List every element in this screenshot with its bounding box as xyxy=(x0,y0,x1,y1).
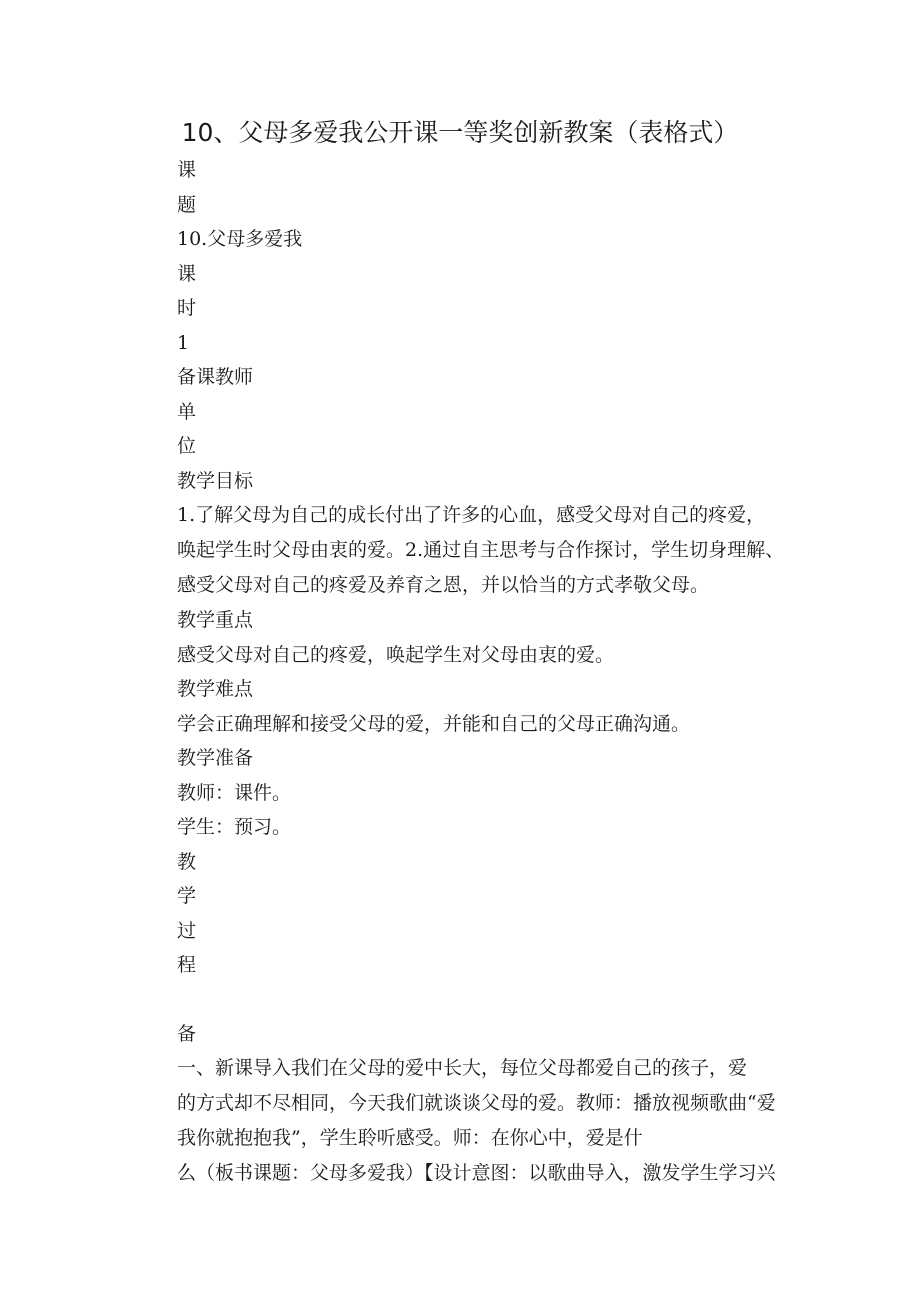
label-shi: 时 xyxy=(177,297,197,319)
label-cheng: 程 xyxy=(177,954,197,976)
preparation-teacher: 教师：课件。 xyxy=(177,781,292,804)
label-wei: 位 xyxy=(177,435,197,457)
label-guo: 过 xyxy=(177,919,197,942)
heading-preparation: 教学准备 xyxy=(177,747,254,769)
intro-line: 我你就抱抱我”，学生聆听感受。师：在你心中，爱是什 xyxy=(177,1127,643,1149)
lesson-title: 10.父母多爱我 xyxy=(177,228,303,250)
label-bei: 备 xyxy=(177,1022,197,1045)
label-ke: 课 xyxy=(177,159,197,181)
difficulties-text: 学会正确理解和接受父母的爱，并能和自己的父母正确沟通。 xyxy=(177,712,691,735)
label-jiao: 教 xyxy=(177,850,197,873)
heading-difficulties: 教学难点 xyxy=(177,678,254,700)
heading-key-points: 教学重点 xyxy=(177,609,254,631)
key-points-text: 感受父母对自己的疼爱，唤起学生对父母由衷的爱。 xyxy=(177,643,615,666)
intro-paragraph xyxy=(0,1051,786,1191)
label-ke-2: 课 xyxy=(177,262,197,285)
label-xue: 学 xyxy=(177,885,197,907)
heading-goals: 教学目标 xyxy=(177,469,254,492)
goals-line: 1.了解父母为自己的成长付出了许多的心血，感受父母对自己的疼爱， xyxy=(177,504,766,526)
label-ti: 题 xyxy=(177,193,197,216)
intro-line: 一、新课导入我们在父母的爱中长大，每位父母都爱自己的孩子，爱 xyxy=(177,1057,748,1079)
lesson-hours: 1 xyxy=(177,331,190,354)
document-body xyxy=(0,153,920,1191)
goals-line: 感受父母对自己的疼爱及养育之恩，并以恰当的方式孝敬父母。 xyxy=(177,574,710,596)
label-dan: 单 xyxy=(177,400,197,423)
goals-line: 唤起学生时父母由衷的爱。2.通过自主思考与合作探讨，学生切身理解、 xyxy=(177,539,785,561)
preparation-student: 学生：预习。 xyxy=(177,816,292,838)
intro-line: 的方式却不尽相同，今天我们就谈谈父母的爱。教师：播放视频歌曲“爱 xyxy=(177,1092,776,1114)
spacer xyxy=(0,983,920,1017)
document-title: 10、父母多爱我公开课一等奖创新教案（表格式） xyxy=(181,118,739,147)
label-teacher: 备课教师 xyxy=(177,366,254,388)
goals-paragraph xyxy=(0,498,786,603)
intro-line: 么（板书课题：父母多爱我）【设计意图：以歌曲导入，激发学生学习兴 xyxy=(177,1162,776,1184)
